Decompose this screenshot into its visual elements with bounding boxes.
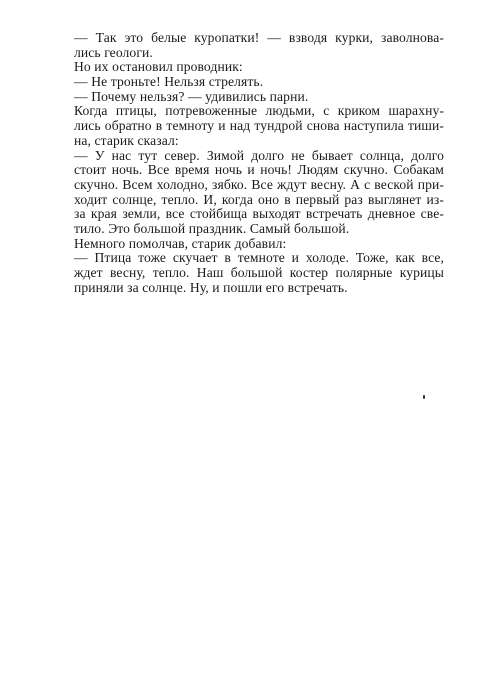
print-speck	[423, 395, 425, 399]
text-line: тило. Это большой праздник. Самый большой.	[74, 220, 350, 236]
text-line: лись обратно в темноту и над тундрой снова наступила тиши-	[74, 118, 444, 134]
text-line: — Птица тоже скучает в темноте и холоде. Тоже, как все,	[74, 250, 444, 266]
text-line: приняли за солнце. Ну, и пошли его встречать.	[74, 279, 348, 295]
text-line: стоит ночь. Все время ночь и ночь! Людям скучно. Собакам	[74, 162, 444, 178]
text-line: Когда птицы, потревоженные людьми, с криком шарахну-	[74, 103, 444, 119]
text-line: — У нас тут север. Зимой долго не бывает солнца, долго	[74, 147, 444, 163]
text-line: ходит солнце, тепло. И, когда оно в первый раз выглянет из-	[74, 191, 444, 207]
text-line: — Не троньте! Нельзя стрелять.	[74, 74, 264, 90]
page-text	[74, 31, 444, 295]
text-line: ждет весну, тепло. Наш большой костер полярные курицы	[74, 265, 444, 280]
text-line: скучно. Всем холодно, зябко. Все ждут весну. А с веской при-	[74, 176, 444, 192]
text-line: — Так это белые куропатки! — взводя курки, заволнова-	[74, 30, 444, 45]
text-line: за края земли, все стойбища выходят встречать дневное све-	[74, 206, 444, 222]
text-line: Но их остановил проводник:	[74, 59, 243, 75]
text-line: на, старик сказал:	[74, 132, 179, 148]
text-line: Немного помолчав, старик добавил:	[74, 235, 287, 251]
text-line: лись геологи.	[74, 44, 153, 60]
text-line: — Почему нельзя? — удивились парни.	[74, 88, 309, 104]
